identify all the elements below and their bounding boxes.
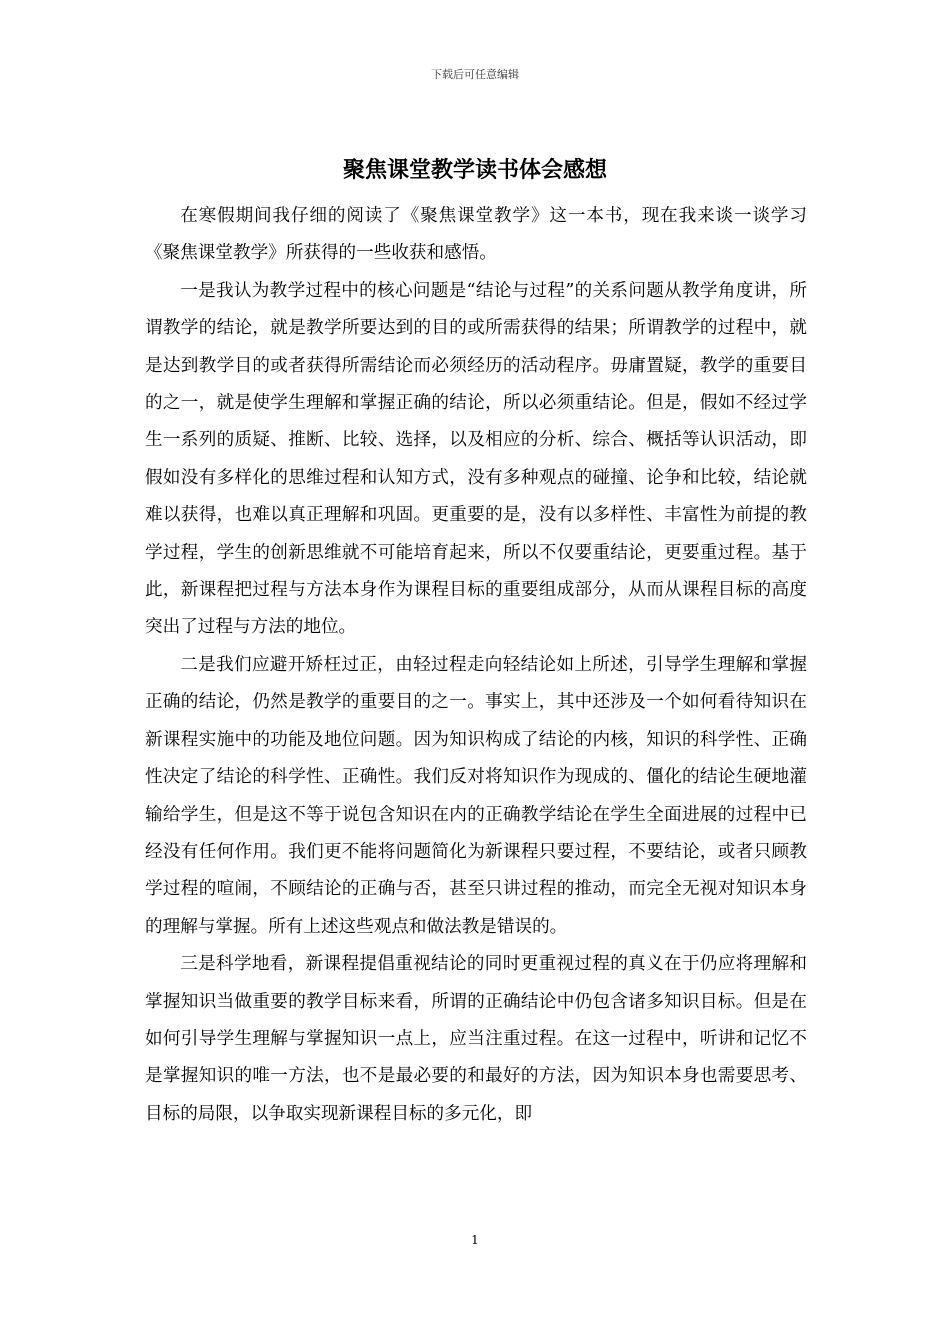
- paragraph-4: 三是科学地看，新课程提倡重视结论的同时更重视过程的真义在于仍应将理解和掌握知识当做重要的教学目标来看，所谓的正确结论中仍包含诸多知识目标。但是在如何引导学生理解与掌握知识一点上，应当注重过程。在这一过程中，听讲和记忆不是掌握知识的唯一方法，也不是最必要的和最好的方法，因为知识本身也需要思考、目标的局限，以争取实现新课程目标的多元化，即: [145, 954, 807, 1124]
- page-number: 1: [471, 1233, 479, 1247]
- paragraph-2: 一是我认为教学过程中的核心问题是“结论与过程”的关系问题从教学角度讲，所谓教学的结论，就是教学所要达到的目的或所需获得的结果；所谓教学的过程中，就是达到教学目的或者获得所需结论而必须经历的活动程序。毋庸置疑，教学的重要目的之一，就是使学生理解和掌握正确的结论，所以必须重结论。但是，假如不经过学生一系列的质疑、推断、比较、选择，以及相应的分析、综合、概括等认识活动，即假如没有多样化的思维过程和认知方式，没有多种观点的碰撞、论争和比较，结论就难以获得，也难以真正理解和巩固。更重要的是，没有以多样性、丰富性为前提的教学过程，学生的创新思维就不可能培育起来，所以不仅要重结论，更要重过程。基于此，新课程把过程与方法本身作为课程目标的重要组成部分，从而从课程目标的高度突出了过程与方法的地位。: [145, 280, 807, 638]
- header-note: 下载后可任意编辑: [431, 68, 519, 81]
- paragraph-1: 在寒假期间我仔细的阅读了《聚焦课堂教学》这一本书，现在我来谈一谈学习《聚焦课堂教学》所获得的一些收获和感悟。: [145, 206, 807, 264]
- document-title: 聚焦课堂教学读书体会感想: [342, 157, 607, 183]
- paragraph-3: 二是我们应避开矫枉过正，由轻过程走向轻结论如上所述，引导学生理解和掌握正确的结论，仍然是教学的重要目的之一。事实上，其中还涉及一个如何看待知识在新课程实施中的功能及地位问题。因为知识构成了结论的内核，知识的科学性、正确性决定了结论的科学性、正确性。我们反对将知识作为现成的、僵化的结论生硬地灌输给学生，但是这不等于说包含知识在内的正确教学结论在学生全面进展的过程中已经没有任何作用。我们更不能将问题简化为新课程只要过程，不要结论，或者只顾教学过程的喧闹，不顾结论的正确与否，甚至只讲过程的推动，而完全无视对知识本身的理解与掌握。所有上述这些观点和做法教是错误的。: [145, 654, 807, 937]
- document-body: [145, 198, 807, 1133]
